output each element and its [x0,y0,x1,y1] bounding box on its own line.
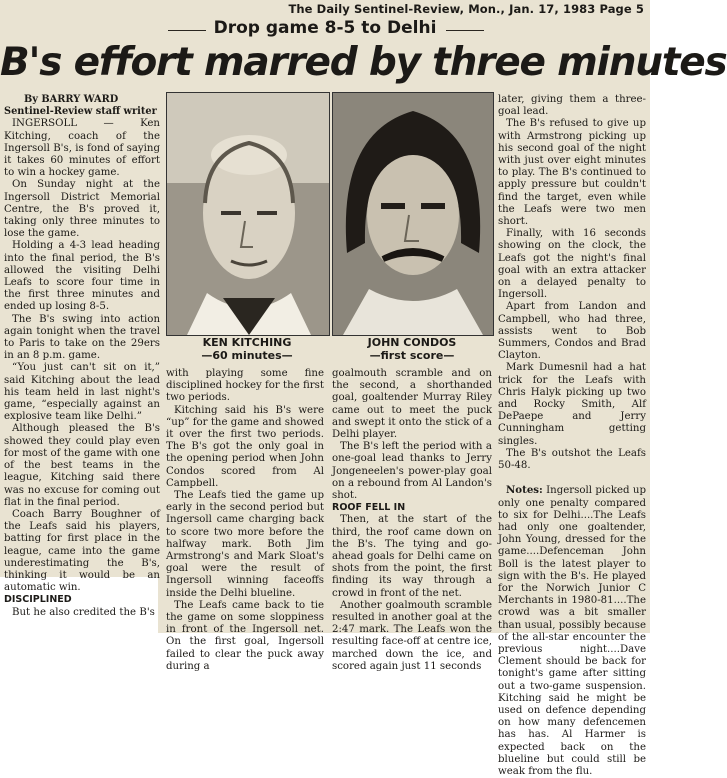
paragraph: On Sunday night at the Ingersoll District Memorial Centre, the B's proved it, taking only three minutes to lose the game. [4,179,160,240]
notes-label: Notes: [506,484,543,497]
caption-name: KEN KITCHING [202,336,292,349]
paragraph: “You just can't sit on it,” said Kitching about the lead his team held in last night's game, “especially against an explosive team like Delhi.” [4,362,160,423]
subhead: DISCIPLINED [4,594,72,606]
paragraph: Then, at the start of the third, the roof came down on the B's. The tying and go-ahead goals for Delhi came on shots from the point, the first finding its way through a crowd in front of the net. [332,514,492,599]
portrait-image [333,93,493,335]
paragraph: But he also credited the B's [12,606,155,618]
photo-caption-2 [332,336,492,362]
caption-tag: —first score— [369,349,455,362]
paragraph: Although pleased the B's showed they could play even for most of the game with one of the best teams in the league, Kitching said there was no excuse for coming out flat in the final period. [4,423,160,508]
main-headline: B's effort marred by three minutes [0,40,727,85]
paragraph: Mark Dumesnil had a hat trick for the Leafs with Chris Halyk picking up two and Rocky Smith, Alf DePaepe and Jerry Cunningham getting singles. [498,362,646,447]
paragraph: Another goalmouth scramble resulted in another goal at the 2:47 mark. The Leafs won the resulting face-off at centre ice, marched down the ice, and scored again just 11 seconds [332,599,492,672]
paragraph: Kitching said his B's were “up” for the game and showed it over the first two periods. The B's got the only goal in the opening period when John Condos scored from Al Campbell. [166,404,324,489]
photo-ken-kitching [166,92,330,336]
column-4 [498,94,646,778]
byline: By BARRY WARD [24,94,119,105]
paragraph: Coach Barry Boughner of the Leafs said his players, batting for first place in the league, came into the game underestimating the B's, thinking it would be an automatic win. [4,508,160,594]
photo-caption-1 [166,336,328,362]
paragraph: Finally, with 16 seconds showing on the clock, the Leafs got the night's final goal with an extra attacker on a delayed penalty to Ingersoll. [498,228,646,301]
subhead: ROOF FELL IN [332,502,406,514]
paragraph: with playing some fine disciplined hockey for the first two periods. [166,368,324,404]
paragraph: Holding a 4-3 lead heading into the final period, the B's allowed the visiting Delhi Leafs to score four time in the first three minutes and ended up losing 8-5. [4,240,160,313]
paragraph: The Leafs came back to tie the game on some sloppiness in front of the Ingersoll net. On the first goal, Ingersoll failed to clear the puck away during a [166,599,324,672]
paragraph: later, giving them a three-goal lead. [498,94,646,118]
paragraph: The B's swing into action again tonight when the travel to Paris to take on the 29ers in an 8 p.m. game. [4,313,160,362]
photo-john-condos [332,92,494,336]
column-1 [4,94,160,619]
paragraph: The B's refused to give up with Armstrong picking up his second goal of the night with just over eight minutes to play. The B's continued to apply pressure but couldn't find the target, even while the Leafs were two men short. [498,118,646,228]
column-2 [166,368,324,673]
paragraph: Apart from Landon and Campbell, who had three, assists went to Bob Summers, Condos and Brad Clayton. [498,301,646,362]
paragraph: The B's left the period with a one-goal lead thanks to Jerry Jongeneelen's power-play goal on a rebound from Al Landon's shot. [332,441,492,502]
caption-name: JOHN CONDOS [367,336,457,349]
paragraph: The Leafs tied the game up early in the second period but Ingersoll came charging back to score two more before the halfway mark. Both Jim Armstrong's and Mark Sloat's goal were the result of Ingersoll winning faceoffs inside the Delhi blueline. [166,490,324,599]
paragraph: The B's outshot the Leafs 50-48. [498,447,646,472]
paragraph: INGERSOLL — Ken Kitching, coach of the Ingersoll B's, is fond of saying it takes 60 minutes of effort to win a hockey game. [4,118,160,179]
kicker-headline: Drop game 8-5 to Delhi [213,18,437,38]
portrait-image [167,93,329,335]
column-3 [332,368,492,673]
caption-tag: —60 minutes— [201,349,293,362]
notes-paragraph [498,484,646,778]
dateline: The Daily Sentinel-Review, Mon., Jan. 17, 1983 Page 5 [288,2,644,16]
byline-title: Sentinel-Review staff writer [4,106,157,118]
notes-text: Ingersoll picked up only one penalty compared to six for Delhi....The Leafs had only one goaltender, John Young, dressed for the game....Defenceman John Boll is the latest player to sign with the B's. He played for the Norwich Junior C Merchants in 1980-81....The crowd was a bit smaller than usual, possibly because of the all-star encounter the previous night....Dave Clement should be back for tonight's game after sitting out a two-game suspension. Kitching said he might be used on defence depending on how many defencemen has has. Al Harmer is expected back on the blueline but could still be weak from the flu. [498,485,646,777]
paragraph: goalmouth scramble and on the second, a shorthanded goal, goaltender Murray Riley came out to meet the puck and swept it onto the stick of a Delhi player. [332,368,492,441]
